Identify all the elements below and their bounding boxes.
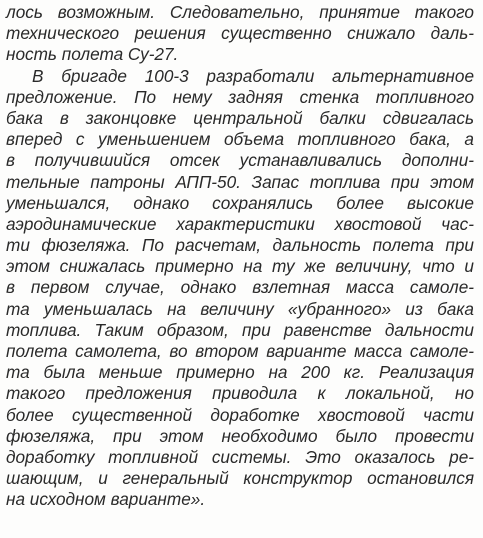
text-line: уменьшался, однако сохранялись более высокие <box>6 192 474 213</box>
text-line: ти фюзеляжа. По расчетам, дальность полета при <box>6 235 474 256</box>
text-line: фюзеляжа, при этом необходимо было провести <box>6 425 474 446</box>
text-line: топлива. Таким образом, при равенстве дальности <box>6 319 474 340</box>
text-line: ность полета Су-27. <box>6 44 179 65</box>
text-line: на исходном варианте». <box>6 489 206 510</box>
text-line: В бригаде 100-3 разработали альтернативное <box>32 65 474 86</box>
text-line: предложение. По нему задняя стенка топливного <box>6 86 474 107</box>
text-line: вперед с уменьшением объема топливного бака, а <box>6 129 474 150</box>
text-line: шающим, и генеральный конструктор остановился <box>6 468 474 489</box>
text-line: более существенной доработке хвостовой части <box>6 404 474 425</box>
text-line: доработку топливной системы. Это оказалось ре- <box>6 446 474 467</box>
text-line: такого предложения приводила к локальной, но <box>6 383 474 404</box>
text-line: этом снижалась примерно на ту же величину, что и <box>6 256 474 277</box>
body-text <box>6 2 474 511</box>
text-line: аэродинамические характеристики хвостовой час- <box>6 213 474 234</box>
text-line: полета самолета, во втором варианте масса самоле- <box>6 341 474 361</box>
text-line: та уменьшалась на величину «убранного» из бака <box>6 298 474 319</box>
text-line: в получившийся отсек устанавливались дополни- <box>6 150 474 171</box>
text-line: лось возможным. Следовательно, принятие такого <box>6 2 474 22</box>
text-line: в первом случае, однако взлетная масса самоле- <box>6 277 474 298</box>
text-line: та была меньше примерно на 200 кг. Реализация <box>6 362 474 383</box>
text-line: тельные патроны АПП-50. Запас топлива при этом <box>6 171 474 192</box>
text-line: технического решения существенно снижало даль- <box>6 23 474 44</box>
text-line: бака в законцовке центральной балки сдвигалась <box>6 107 474 128</box>
